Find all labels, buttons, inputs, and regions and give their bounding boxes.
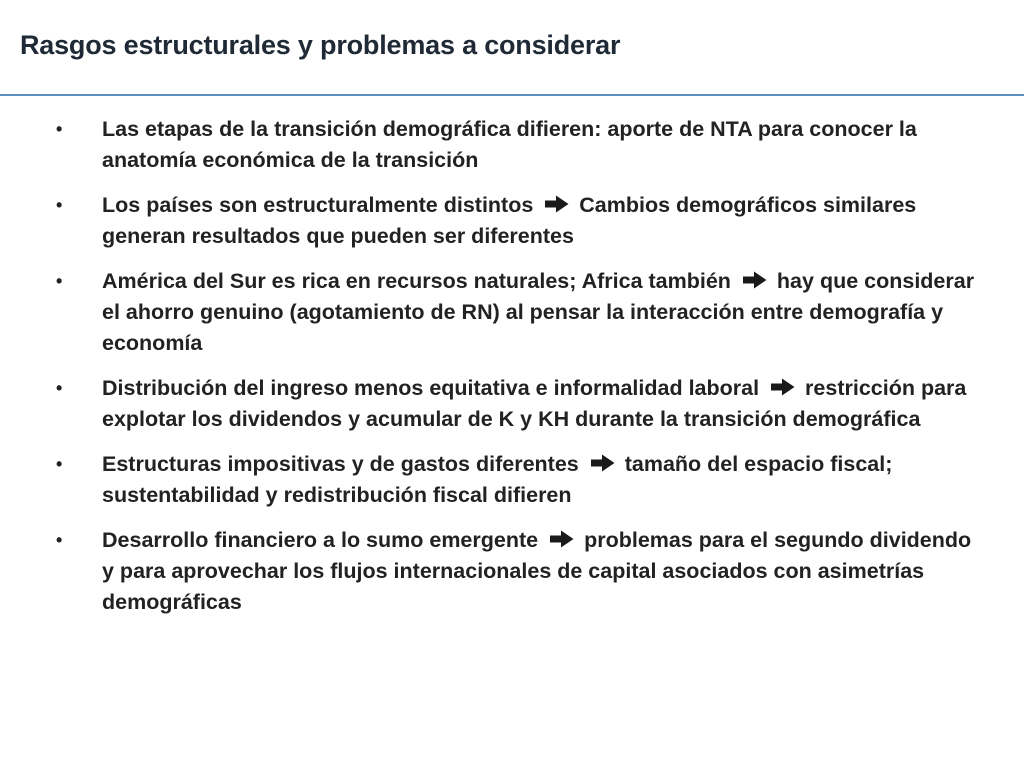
bullet-text: Las etapas de la transición demográfica difieren: aporte de NTA para conocer la anatomía económica de la transición	[102, 117, 917, 172]
bullet-marker: •	[56, 530, 63, 550]
bullet-item	[56, 266, 976, 359]
right-arrow-icon	[742, 270, 768, 290]
right-arrow-icon	[549, 529, 575, 549]
title-divider	[0, 94, 1024, 96]
bullet-marker: •	[56, 378, 63, 398]
slide-title: Rasgos estructurales y problemas a considerar	[20, 30, 621, 60]
bullet-text-before: Desarrollo financiero a lo sumo emergente	[102, 528, 539, 552]
bullet-item	[56, 373, 976, 435]
right-arrow-icon	[590, 453, 616, 473]
bullet-item	[56, 190, 976, 252]
right-arrow-icon	[544, 194, 570, 214]
right-arrow-icon	[770, 377, 796, 397]
bullet-text-after: problemas para el segundo dividendo y para aprovechar los flujos internacionales de capital asociados con asimetrías demográficas	[102, 528, 972, 614]
bullet-text-after: Cambios demográficos similares generan resultados que pueden ser diferentes	[102, 193, 917, 248]
bullet-marker: •	[56, 454, 63, 474]
bullet-list	[56, 114, 976, 632]
bullet-marker: •	[56, 119, 63, 139]
bullet-marker: •	[56, 195, 63, 215]
bullet-text-after: tamaño del espacio fiscal; sustentabilidad y redistribución fiscal difieren	[102, 452, 893, 507]
bullet-text-after: hay que considerar el ahorro genuino (agotamiento de RN) al pensar la interacción entre demografía y economía	[102, 269, 975, 355]
bullet-text-before: Distribución del ingreso menos equitativa e informalidad laboral	[102, 376, 760, 400]
bullet-text-before: América del Sur es rica en recursos naturales; Africa también	[102, 269, 731, 293]
bullet-text-before: Estructuras impositivas y de gastos diferentes	[102, 452, 579, 476]
bullet-item	[56, 525, 976, 618]
bullet-text-after: restricción para explotar los dividendos y acumular de K y KH durante la transición demográfica	[102, 376, 967, 431]
bullet-item	[56, 449, 976, 511]
bullet-text-before: Los países son estructuralmente distintos	[102, 193, 534, 217]
bullet-marker: •	[56, 271, 63, 291]
bullet-item	[56, 114, 976, 176]
